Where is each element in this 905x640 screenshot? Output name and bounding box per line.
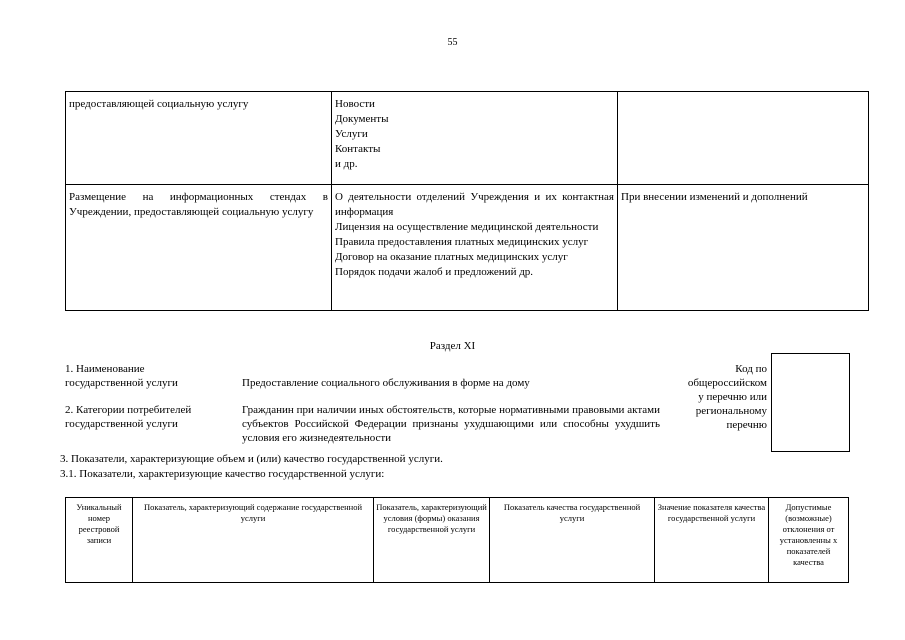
table-cell bbox=[332, 92, 618, 185]
code-label-line: у перечню или bbox=[698, 391, 767, 403]
column-header: Показатель, характеризующий содержание государственной услуги bbox=[133, 498, 374, 583]
code-box bbox=[771, 353, 850, 452]
name-label: 1. Наименование bbox=[65, 363, 145, 375]
category-label: 2. Категории потребителей bbox=[65, 404, 192, 416]
quality-table bbox=[65, 497, 849, 583]
code-label-line: региональному bbox=[695, 405, 767, 417]
table-header-row bbox=[66, 498, 849, 583]
code-label-line: Код по bbox=[735, 363, 767, 375]
list-item: Новости bbox=[335, 98, 375, 110]
paragraph: О деятельности отделений Учреждения и их контактная информация bbox=[335, 191, 614, 218]
paragraph: Порядок подачи жалоб и предложений др. bbox=[335, 266, 534, 278]
name-label: государственной услуги bbox=[65, 377, 178, 389]
code-label-line: общероссийском bbox=[687, 377, 767, 389]
list-item: и др. bbox=[335, 158, 358, 170]
category-value: Гражданин при наличии иных обстоятельств, которые нормативными правовыми актами субъектов Российской Федерации признаны ухудшающими или способны ухудшить условия его жизнедеятельности bbox=[242, 404, 660, 444]
list-item: Контакты bbox=[335, 143, 381, 155]
paragraph: Договор на оказание платных медицинских услуг bbox=[335, 251, 568, 263]
paragraph-3: 3. Показатели, характеризующие объем и (или) качество государственной услуги. bbox=[60, 453, 443, 465]
list-item: Услуги bbox=[335, 128, 368, 140]
paragraph: Правила предоставления платных медицинских услуг bbox=[335, 236, 589, 248]
table-cell: Размещение на информационных стендах в Учреждении, предоставляющей социальную услугу bbox=[66, 185, 332, 311]
table-row bbox=[66, 185, 869, 311]
code-label-line: перечню bbox=[726, 419, 767, 431]
column-header: Уникальный номер реестровой записи bbox=[66, 498, 133, 583]
table-cell: При внесении изменений и дополнений bbox=[618, 185, 869, 311]
info-table bbox=[65, 91, 869, 311]
table-row bbox=[66, 92, 869, 185]
category-label: государственной услуги bbox=[65, 418, 178, 430]
column-header: Значение показателя качества государственной услуги bbox=[655, 498, 769, 583]
page-number: 55 bbox=[447, 37, 458, 48]
paragraph-3-1: 3.1. Показатели, характеризующие качество государственной услуги: bbox=[60, 468, 385, 480]
section-title: Раздел XI bbox=[429, 340, 476, 352]
code-label bbox=[670, 362, 767, 432]
column-header: Показатель качества государственной услуги bbox=[490, 498, 655, 583]
column-header: Допустимые (возможные) отклонения от установленны х показателей качества bbox=[769, 498, 849, 583]
list-item: Документы bbox=[335, 113, 389, 125]
table-cell: предоставляющей социальную услугу bbox=[66, 92, 332, 185]
column-header: Показатель, характеризующий условия (формы) оказания государственной услуги bbox=[374, 498, 490, 583]
table-cell bbox=[332, 185, 618, 311]
service-name: Предоставление социального обслуживания в форме на дому bbox=[242, 377, 530, 389]
table-cell bbox=[618, 92, 869, 185]
paragraph: Лицензия на осуществление медицинской деятельности bbox=[335, 221, 599, 233]
